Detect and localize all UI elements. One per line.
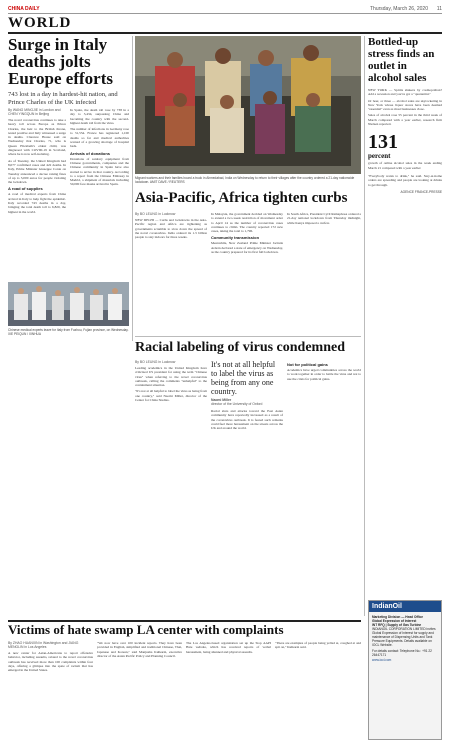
subhead-racial: Not for political gains bbox=[287, 362, 328, 367]
body-asia-4: In South Africa, President Cyril Ramaphosa ordered a 21-day national lockdown from Thursday midnight, while Kenya imposed a curfew. bbox=[287, 212, 361, 225]
body-hate-2: "We now have over 100 incident reports. They have been provided in English, simplified and traditional Chinese, Thai, Japanese and Korean," said Manjusha Kulkarni, executive director of the Asian Pacific Policy and Planning Council. bbox=[97, 641, 182, 658]
pull-quote-name: Naomi Miller bbox=[211, 398, 232, 402]
body-hate-3: The Los Angeles-based organization set up the Stop AAPI Hate website, which has received reports of verbal harassment, being shunned and physical assaults. bbox=[186, 641, 271, 654]
caption-migrant-workers: Migrant workers and their families board a truck in Ahmedabad, India on Wednesday to return to their villages after the country ordered a 21-day nationwide lockdown. AMIT DAVE / REUTERS bbox=[135, 176, 355, 184]
body-italy-4: In Spain, the death toll rose by 738 in a day to 3,434, surpassing China and becoming the country with the second-highest death toll from the virus. bbox=[70, 108, 129, 125]
body-alcohol-3: Sales of alcohol rose 55 percent in the third week of March compared with a year earlier, research firm Nielsen reported. bbox=[368, 113, 442, 127]
body-racial-3: Racial slurs and attacks toward the East Asian community have reportedly increased as a result of the coronavirus outbreak. It is feared such remarks could fuel more harassment on the streets across the UK and around the world. bbox=[211, 409, 283, 431]
story-hate-col3 bbox=[186, 641, 271, 654]
body-asia-3: Meanwhile, New Zealand Prime Minister Jacinda Ardern declared a state of emergency on Wednesday, as the country prepared for its first full lockdown. bbox=[211, 241, 283, 255]
story-asia-col2 bbox=[211, 212, 283, 254]
issue-date: Thursday, March 26, 2020 bbox=[370, 6, 428, 12]
column-divider bbox=[132, 36, 133, 341]
body-hate-1: A new center for Asian-Americans to report offensive behavior, including assaults, related to the novel coronavirus outbreak has received more than 100 complaints within four days, offering a glimpse into the spate of racism that has emerged in the United States. bbox=[8, 651, 93, 673]
newspaper-logo: CHINA DAILY bbox=[8, 6, 40, 12]
section-rule bbox=[8, 32, 442, 34]
ad-site[interactable]: www.iocl.com bbox=[372, 658, 392, 662]
headline-asia-pacific: Asia-Pacific, Africa tighten curbs bbox=[135, 190, 348, 206]
body-italy-2: As of Tuesday, the United Kingdom had 8,077 confirmed cases and 422 deaths. In Italy, Prime Minister Giuseppe Conte on Tuesday announced a decree raising fines of up to 3,000 euros for people violating the lockdown. bbox=[8, 158, 66, 185]
body-asia-2: In Malaysia, the government decided on Wednesday to extend a two-week restriction of movement order to April 14 as the number of coronavirus cases continues to climb. The country reported 172 new cases, taking the total to 1,796. bbox=[211, 212, 283, 234]
story-italy-col2 bbox=[70, 108, 129, 187]
column-divider-right bbox=[364, 36, 365, 616]
ad-brand: IndianOil bbox=[369, 601, 441, 612]
pull-quote: It's not at all helpful to label the virus as being from any one country. bbox=[211, 360, 276, 396]
ad-contact: For details contact: Telephone No.: +91 22 26447171 bbox=[372, 649, 432, 657]
stat-unit: percent bbox=[368, 152, 391, 161]
stat-value: 131 bbox=[368, 131, 398, 154]
byline-racial: By BO LEUNG in Lucknow bbox=[135, 360, 176, 364]
headline-alcohol: Bottled-up stress finds an outlet in alcohol sales bbox=[368, 36, 435, 84]
body-racial-4: Academics have urged communities across the world to work together in order to battle the virus and not to use the crisis for political gains. bbox=[287, 368, 361, 381]
section-title: WORLD bbox=[8, 15, 72, 31]
story-racial-col3 bbox=[287, 360, 361, 381]
byline-hate: By ZHAO HUANXIN in Washington and JIANG MENGLIN in Los Angeles bbox=[8, 641, 79, 649]
body-racial-1: Leading academics in the United Kingdom have criticized US president for using the term "Chinese virus" when referring to the novel coronavirus outbreak, calling the comments "unhelpful" to the containment situation. bbox=[135, 366, 207, 388]
body-alcohol-1: NEW YORK — Spirits shakers by cosmopolitan? Add a recession and you've got a "quarantini." bbox=[368, 88, 442, 97]
headline-italy: Surge in Italy deaths jolts Europe efforts bbox=[8, 35, 113, 88]
stat-caption: growth of online alcohol sales in the week ending March 21 compared with a year earlier bbox=[368, 161, 442, 170]
body-italy-1: The novel coronavirus continues to take a heavy toll across Europe as Prince Charles, the heir to the British throne, tested positive and Italy witnessed a surge in deaths. Clarence House said on Wednesday that Charles, 71, who is Queen Elizabeth's eldest child, was diagnosed with COVID-19 in Scotland, where he is now self-isolating. bbox=[8, 118, 66, 157]
photo-migrant-workers-image bbox=[135, 36, 361, 174]
headline-racial: Racial labeling of virus condemned bbox=[135, 340, 346, 355]
subhead-asia: Community transmission bbox=[211, 235, 260, 241]
caption-medical-team: Chinese medical experts leave for Italy from Fuzhou, Fujian province, on Wednesday. XIE PEIQUN / XINHUA bbox=[8, 328, 129, 336]
story-alcohol bbox=[368, 36, 442, 194]
pull-quote-author bbox=[211, 398, 283, 406]
story-italy-col1 bbox=[8, 108, 66, 214]
story-italy bbox=[8, 36, 129, 106]
photo-medical-team bbox=[8, 282, 129, 326]
body-racial-2: "It's not at all helpful to label the virus as being from one country," said Naomi Miller, director of the Center for China Studies. bbox=[135, 389, 207, 403]
ad-line-2: Global Expression of Interest bbox=[372, 619, 417, 623]
alcohol-credit: AGENCE FRANCE-PRESSE bbox=[400, 189, 442, 194]
story-divider bbox=[135, 336, 361, 337]
story-racial-col2 bbox=[211, 360, 283, 430]
ad-line-1: Marketing Division — Head Office bbox=[372, 615, 424, 619]
page-header bbox=[8, 4, 442, 14]
body-italy-6: Donations of sanitary equipment from Chinese governments, companies and the Chinese community in Spain have also started to arrive in that country. According to a report from the Chinese Embassy in Madrid, a shipment of materials including 50,000 face masks arrived in Spain. bbox=[70, 156, 129, 187]
body-italy-5: The number of infections in Germany rose to 31,554. France has registered 1,100 deaths so far and medical authorities warned of a growing shortage of hospital beds. bbox=[70, 127, 129, 149]
body-alcohol-4: "Everybody wants to drink," he said. Stay-at-home orders are spreading and people are looking at drinks to get through. bbox=[368, 173, 442, 187]
ad-indianoil[interactable] bbox=[368, 600, 442, 740]
byline-asia: By BO LEUNG in Lucknow bbox=[135, 212, 176, 216]
story-hate-center bbox=[8, 623, 361, 637]
subhead-italy: A road of supplies bbox=[8, 186, 43, 192]
story-asia-pacific bbox=[135, 190, 361, 206]
story-racial-col1 bbox=[135, 360, 207, 402]
story-racial bbox=[135, 340, 361, 355]
ad-text: INDIANOIL CORPORATION LIMITED invites Global Expression of Interest for supply and maintenance of Dispensing Units and Tank Pressure Equipments. Details available on IOCL Website. bbox=[372, 627, 436, 647]
page-number: 11 bbox=[436, 6, 442, 12]
ad-body bbox=[369, 612, 441, 665]
photo-migrant-workers bbox=[135, 36, 361, 174]
headline-hate-center: Victims of hate swamp LA center with complaints bbox=[8, 622, 284, 637]
story-asia-col3 bbox=[287, 212, 361, 225]
pull-quote-title: director of the University of Oxford bbox=[211, 402, 263, 406]
dek-italy: 743 lost in a day in hardest-hit nation, and Prince Charles of the UK infected bbox=[8, 91, 118, 106]
story-hate-col1 bbox=[8, 641, 93, 672]
story-hate-col4 bbox=[275, 641, 361, 650]
subhead-italy-2: Arrivals of donations bbox=[70, 150, 111, 156]
byline-italy: By WANG MINGJIE in London and CHEN YINGQUN in Beijing bbox=[8, 108, 61, 116]
ad-line-3: INT RFQ | Supply of Gas Turbine bbox=[372, 623, 422, 627]
body-hate-4: "There are examples of people being yelled at, coughed at and spit on," Kulkarni said. bbox=[275, 641, 361, 650]
body-italy-3: A road of medical experts from China arrived in Italy to help fight the epidemic. Italy recorded 743 deaths in a day, bringing the total death toll to 6,820, the highest in the world. bbox=[8, 192, 66, 214]
body-alcohol-2: Or beer, or three — alcohol sales are skyrocketing in New York whose liquor stores have been deemed "essential" even as most businesses close. bbox=[368, 98, 442, 112]
photo-medical-team-image bbox=[8, 282, 129, 326]
story-hate-col2 bbox=[97, 641, 182, 658]
story-asia-col1 bbox=[135, 212, 207, 239]
body-asia-1: NEW DELHI — Curbs and lockdowns in the Asia-Pacific region and Africa are tightening as governments scramble to slow down the spread of the novel coronavirus. India ordered its 1.3 billion people to stay indoors for three weeks. bbox=[135, 218, 207, 240]
